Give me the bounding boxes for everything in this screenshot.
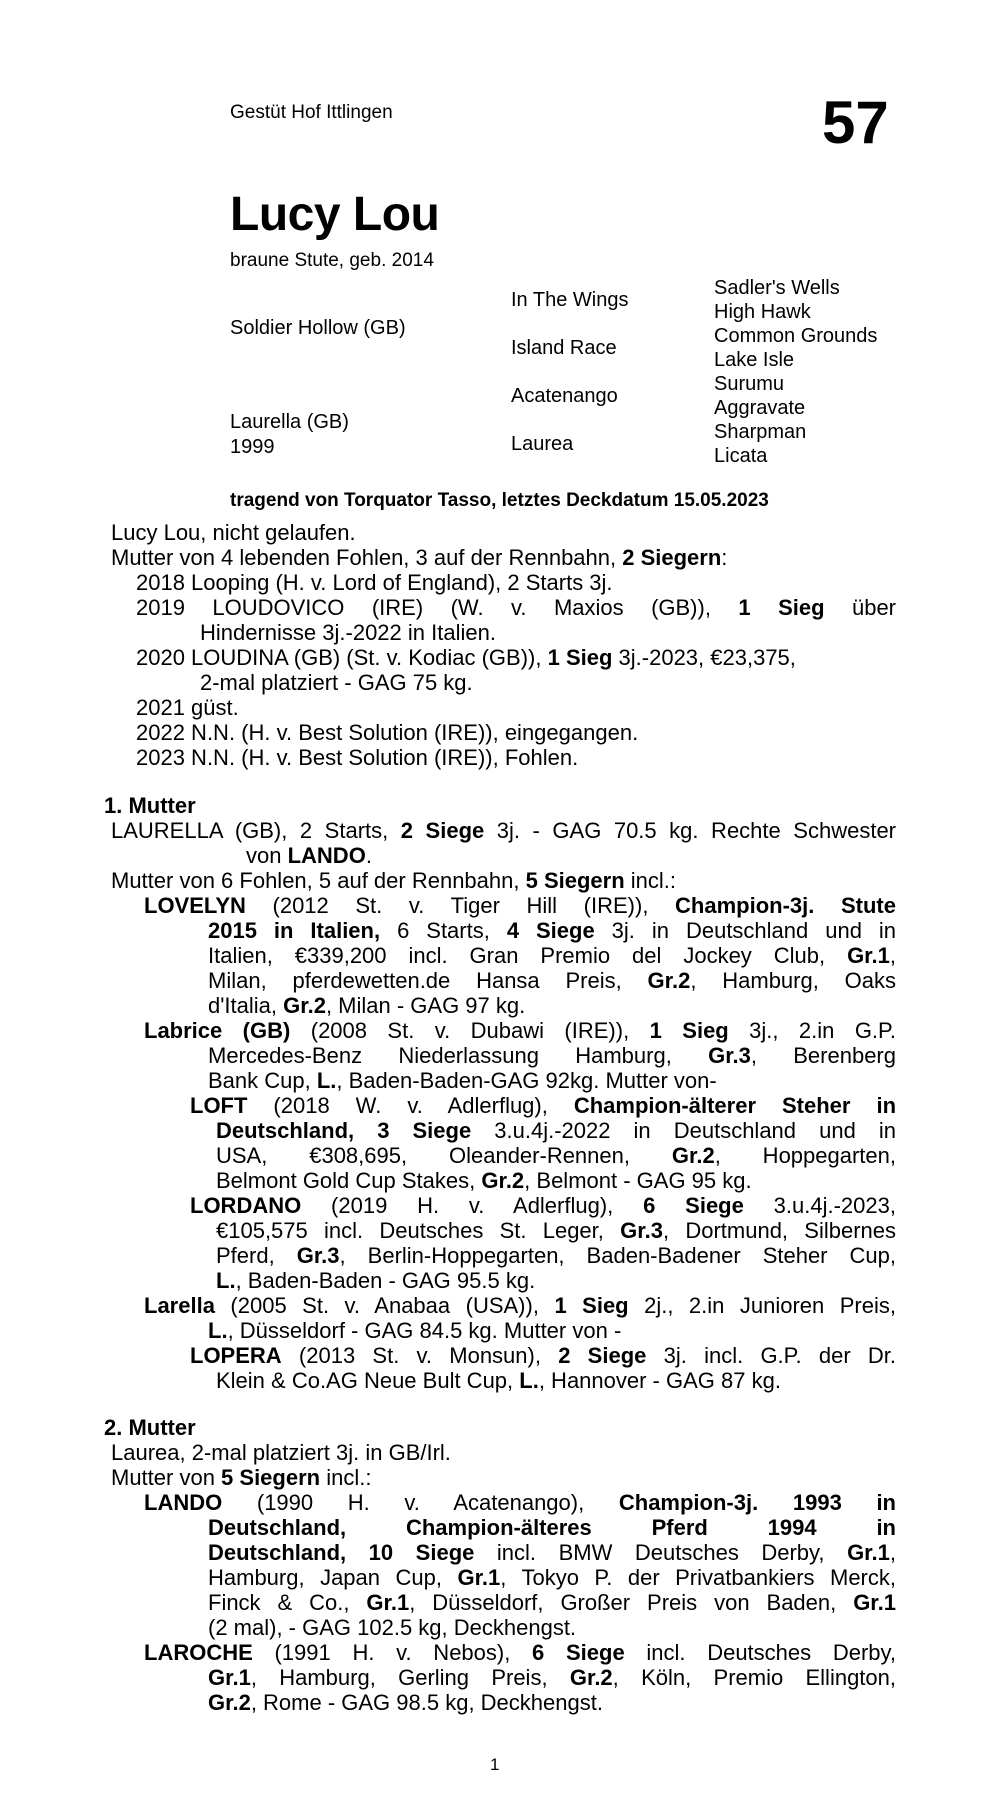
horse-description: braune Stute, geb. 2014 — [230, 250, 434, 271]
pedigree-gen3-7: Sharpman — [714, 421, 807, 443]
text-line: Lucy Lou, nicht gelaufen. — [111, 520, 356, 545]
text-line: Hindernisse 3j.-2022 in Italien. — [200, 620, 496, 645]
progeny-labrice: Labrice (GB) (2008 St. v. Dubawi (IRE)), 1 Sieg 3j., 2.in G.P. — [144, 1018, 896, 1043]
text-line: Deutschland, Champion-älteres Pferd 1994 in — [208, 1515, 896, 1540]
progeny-laroche: LAROCHE (1991 H. v. Nebos), 6 Siege incl. Deutsches Derby, — [144, 1640, 897, 1665]
progeny-lando: LANDO (1990 H. v. Acatenango), Champion-3j. 1993 in — [144, 1490, 897, 1515]
progeny-lovelyn: LOVELYN (2012 St. v. Tiger Hill (IRE)), Champion-3j. Stute — [144, 893, 896, 918]
foal-2023: 2023 N.N. (H. v. Best Solution (IRE)), Fohlen. — [136, 745, 579, 770]
section-heading-second-dam: 2. Mutter — [104, 1415, 196, 1440]
text-line: Milan, pferdewetten.de Hansa Preis, Gr.2, Hamburg, Oaks — [208, 968, 896, 993]
pedigree-sire: Soldier Hollow (GB) — [230, 317, 406, 339]
text-line: Mercedes-Benz Niederlassung Hamburg, Gr.3, Berenberg — [208, 1043, 896, 1068]
pregnancy-note: tragend von Torquator Tasso, letztes Deckdatum 15.05.2023 — [230, 490, 769, 511]
text-line: Deutschland, 3 Siege 3.u.4j.-2022 in Deutschland und in — [216, 1118, 896, 1143]
studfarm-name: Gestüt Hof Ittlingen — [230, 102, 393, 123]
text-line: USA, €308,695, Oleander-Rennen, Gr.2, Hoppegarten, — [216, 1143, 897, 1168]
pedigree-gen3-3: Common Grounds — [714, 325, 878, 347]
pedigree-dam-sire: Acatenango — [511, 385, 618, 407]
foal-2022: 2022 N.N. (H. v. Best Solution (IRE)), eingegangen. — [136, 720, 639, 745]
pedigree-gen3-1: Sadler's Wells — [714, 277, 840, 299]
page-number: 1 — [490, 1755, 500, 1774]
text-line: LAURELLA (GB), 2 Starts, 2 Siege 3j. - GAG 70.5 kg. Rechte Schwester — [111, 818, 896, 843]
progeny-lopera: LOPERA (2013 St. v. Monsun), 2 Siege 3j. incl. G.P. der Dr. — [190, 1343, 896, 1368]
text-line: Deutschland, 10 Siege incl. BMW Deutsches Derby, Gr.1, — [208, 1540, 896, 1565]
progeny-loft: LOFT (2018 W. v. Adlerflug), Champion-älterer Steher in — [190, 1093, 897, 1118]
progeny-lordano: LORDANO (2019 H. v. Adlerflug), 6 Siege 3.u.4j.-2023, — [190, 1193, 896, 1218]
text-line: Italien, €339,200 incl. Gran Premio del Jockey Club, Gr.1, — [208, 943, 896, 968]
text-line: L., Baden-Baden - GAG 95.5 kg. — [216, 1268, 536, 1293]
text-line: €105,575 incl. Deutsches St. Leger, Gr.3, Dortmund, Silbernes — [216, 1218, 897, 1243]
text-line: Mutter von 4 lebenden Fohlen, 3 auf der Rennbahn, 2 Siegern: — [111, 545, 728, 570]
foal-2021: 2021 güst. — [136, 695, 239, 720]
foal-2019: 2019 LOUDOVICO (IRE) (W. v. Maxios (GB)), 1 Sieg über — [136, 595, 897, 620]
text-line: Bank Cup, L., Baden-Baden-GAG 92kg. Mutter von- — [208, 1068, 717, 1093]
foal-2018: 2018 Looping (H. v. Lord of England), 2 Starts 3j. — [136, 570, 613, 595]
pedigree-dam-dam: Laurea — [511, 433, 574, 455]
text-line: 2-mal platziert - GAG 75 kg. — [200, 670, 473, 695]
text-line: Pferd, Gr.3, Berlin-Hoppegarten, Baden-Badener Steher Cup, — [216, 1243, 896, 1268]
text-line: Belmont Gold Cup Stakes, Gr.2, Belmont - GAG 95 kg. — [216, 1168, 752, 1193]
pedigree-dam-year: 1999 — [230, 436, 275, 458]
text-line: 2015 in Italien, 6 Starts, 4 Siege 3j. in Deutschland und in — [208, 918, 897, 943]
pedigree-sire-dam: Island Race — [511, 337, 617, 359]
text-line: von LANDO. — [246, 843, 372, 868]
text-line: d'Italia, Gr.2, Milan - GAG 97 kg. — [208, 993, 526, 1018]
pedigree-gen3-6: Aggravate — [714, 397, 806, 419]
text-line: Mutter von 5 Siegern incl.: — [111, 1465, 372, 1490]
lot-number: 57 — [822, 89, 889, 156]
foal-2020: 2020 LOUDINA (GB) (St. v. Kodiac (GB)), 1 Sieg 3j.-2023, €23,375, — [136, 645, 796, 670]
pedigree-gen3-5: Surumu — [714, 373, 785, 395]
text-line: Hamburg, Japan Cup, Gr.1, Tokyo P. der Privatbankiers Merck, — [208, 1565, 896, 1590]
pedigree-gen3-8: Licata — [714, 445, 768, 467]
text-line: Klein & Co.AG Neue Bult Cup, L., Hannover - GAG 87 kg. — [216, 1368, 781, 1393]
text-line: Gr.1, Hamburg, Gerling Preis, Gr.2, Köln, Premio Ellington, — [208, 1665, 897, 1690]
text-line: Laurea, 2-mal platziert 3j. in GB/Irl. — [111, 1440, 451, 1465]
pedigree-gen3-4: Lake Isle — [714, 349, 795, 371]
horse-name: Lucy Lou — [230, 188, 440, 241]
pedigree-gen3-2: High Hawk — [714, 301, 811, 323]
section-heading-dam: 1. Mutter — [104, 793, 196, 818]
pedigree-sire-sire: In The Wings — [511, 289, 629, 311]
text-line: Mutter von 6 Fohlen, 5 auf der Rennbahn, 5 Siegern incl.: — [111, 868, 677, 893]
text-line: Finck & Co., Gr.1, Düsseldorf, Großer Preis von Baden, Gr.1 — [208, 1590, 896, 1615]
pedigree-dam: Laurella (GB) — [230, 411, 349, 433]
progeny-larella: Larella (2005 St. v. Anabaa (USA)), 1 Sieg 2j., 2.in Junioren Preis, — [144, 1293, 896, 1318]
text-line: (2 mal), - GAG 102.5 kg, Deckhengst. — [208, 1615, 577, 1640]
text-line: Gr.2, Rome - GAG 98.5 kg, Deckhengst. — [208, 1690, 603, 1715]
text-line: L., Düsseldorf - GAG 84.5 kg. Mutter von - — [208, 1318, 622, 1343]
